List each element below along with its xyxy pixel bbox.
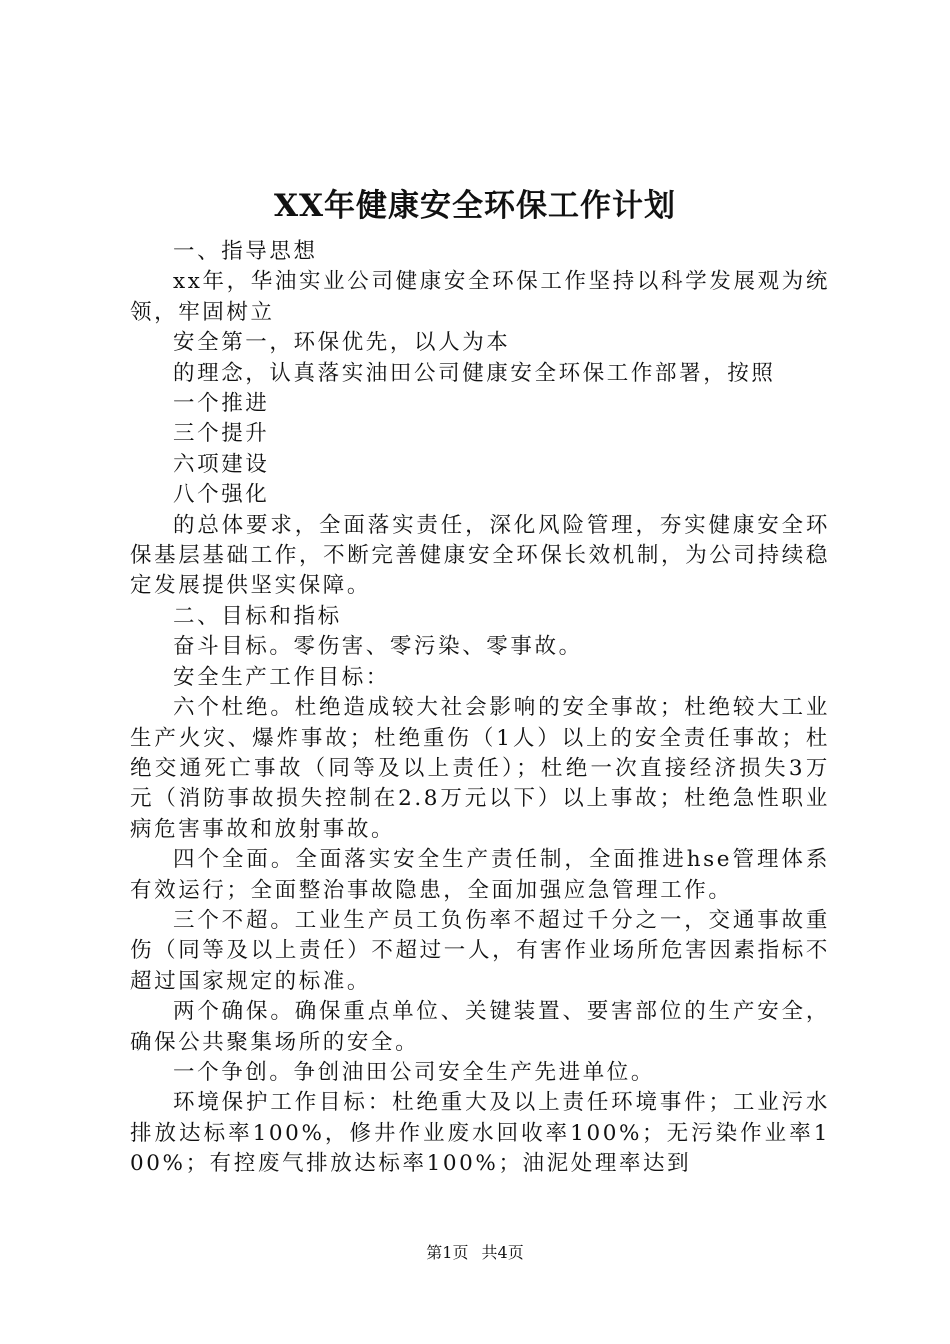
document-title: XX年健康安全环保工作计划 — [273, 188, 677, 224]
paragraph: 八个强化 — [173, 482, 270, 508]
paragraph: 一、指导思想 — [173, 239, 318, 264]
paragraph: 六项建设 — [173, 451, 270, 477]
paragraph: 三个不超。工业生产员工负伤率不超过千分之一，交通事故重伤（同等及以上责任）不超过一人，有害作业场所危害因素指标不超过国家规定的标准。 — [130, 907, 830, 994]
paragraph: 安全生产工作目标： — [173, 664, 390, 690]
paragraph: 一个推进 — [173, 391, 270, 417]
paragraph: 的总体要求，全面落实责任，深化风险管理，夯实健康安全环保基层基础工作，不断完善健康安全环保长效机制，为公司持续稳定发展提供坚实保障。 — [130, 512, 830, 599]
paragraph: 一个争创。争创油田公司安全生产先进单位。 — [173, 1059, 656, 1085]
paragraph: 二、目标和指标 — [173, 603, 342, 629]
paragraph: 四个全面。全面落实安全生产责任制，全面推进hse管理体系有效运行；全面整治事故隐患，全面加强应急管理工作。 — [130, 847, 830, 903]
page-footer — [0, 1242, 950, 1264]
paragraph: 环境保护工作目标：杜绝重大及以上责任环境事件；工业污水排放达标率100%，修井作业废水回收率100%；无污染作业率100%；有控废气排放达标率100%；油泥处理率达到 — [130, 1090, 830, 1177]
paragraph: 的理念，认真落实油田公司健康安全环保工作部署，按照 — [173, 360, 776, 386]
paragraph: 三个提升 — [173, 421, 270, 447]
page-total: 共4页 — [481, 1243, 524, 1262]
paragraph: 奋斗目标。零伤害、零污染、零事故。 — [173, 634, 583, 660]
paragraph: 六个杜绝。杜绝造成较大社会影响的安全事故；杜绝较大工业生产火灾、爆炸事故；杜绝重伤（1人）以上的安全责任事故；杜绝交通死亡事故（同等及以上责任）；杜绝一次直接经济损失3万元（消防事故损失控制在2.8万元以下）以上事故；杜绝急性职业病危害事故和放射事故。 — [130, 695, 830, 842]
page-number: 第1页 — [426, 1243, 469, 1262]
paragraph: xx年，华油实业公司健康安全环保工作坚持以科学发展观为统领，牢固树立 — [130, 269, 830, 325]
document-body — [130, 237, 830, 1180]
paragraph: 两个确保。确保重点单位、关键装置、要害部位的生产安全，确保公共聚集场所的安全。 — [130, 999, 830, 1055]
paragraph: 安全第一，环保优先，以人为本 — [173, 330, 511, 356]
